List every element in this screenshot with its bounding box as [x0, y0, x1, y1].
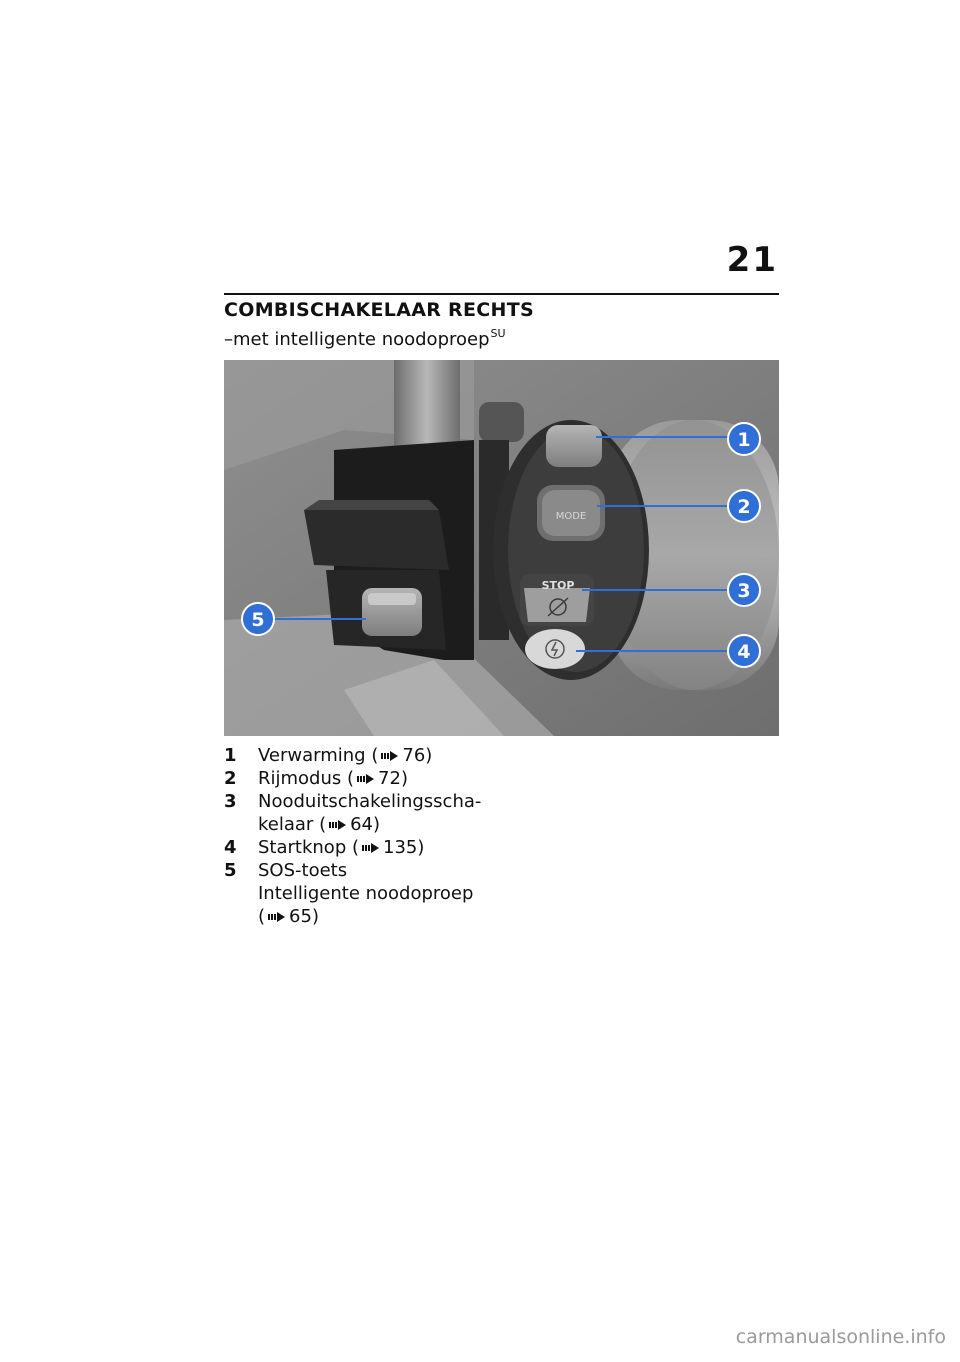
page-reference[interactable]: ( 76): [371, 745, 433, 766]
legend-label: Verwarming: [258, 745, 366, 766]
heading-rule: [224, 293, 779, 295]
callout-5: [242, 603, 274, 635]
callout-3-number: 3: [737, 580, 751, 602]
legend-number: 1: [224, 745, 237, 766]
callout-1-number: 1: [737, 429, 751, 451]
callout-4: [728, 635, 760, 667]
page-reference[interactable]: ( 65): [258, 906, 319, 927]
callout-2-number: 2: [737, 496, 751, 518]
page-number-ref: 65: [289, 906, 312, 927]
subheading-superscript: SU: [490, 327, 506, 340]
legend-list: [224, 744, 524, 928]
legend-item: [224, 790, 524, 836]
page-number-ref: 72: [378, 768, 401, 789]
subheading-text: –met intelligente noodoproep: [224, 329, 490, 350]
arrow-icon: [329, 819, 347, 831]
arrow-icon: [357, 773, 375, 785]
footer-watermark: carmanualsonline.info: [735, 1326, 946, 1348]
legend-number: 2: [224, 768, 237, 789]
legend-number: 5: [224, 860, 237, 881]
page-number-ref: 76: [402, 745, 426, 766]
callout-4-number: 4: [737, 641, 751, 663]
handlebar-switch-illustration: [224, 360, 779, 736]
legend-label-continued: Intelligente noodoproep: [258, 883, 474, 904]
legend-label: Nooduitschakelingsscha-: [258, 791, 482, 812]
page-number: 21: [726, 240, 778, 280]
arrow-icon: [362, 842, 380, 854]
section-heading: COMBISCHAKELAAR RECHTS: [224, 299, 534, 321]
arrow-icon: [381, 750, 399, 762]
section-subheading: [224, 327, 506, 350]
stop-button-label: STOP: [541, 579, 575, 592]
page-number-ref: 135: [383, 837, 418, 858]
legend-label-continued: kelaar: [258, 814, 314, 835]
legend-number: 3: [224, 791, 237, 812]
page-number-ref: 64: [350, 814, 373, 835]
handlebar-switch-photo: [224, 360, 779, 736]
callout-3: [728, 574, 760, 606]
legend-label: SOS-toets: [258, 860, 348, 881]
legend-item: [224, 767, 524, 790]
mode-button-label: MODE: [555, 511, 587, 522]
page-reference[interactable]: ( 64): [319, 814, 381, 835]
legend-item: [224, 836, 524, 859]
legend-label: Rijmodus: [258, 768, 342, 789]
legend-item: [224, 744, 524, 767]
arrow-icon: [268, 911, 286, 923]
callout-5-number: 5: [251, 609, 265, 631]
page-reference[interactable]: ( 135): [351, 837, 425, 858]
page-reference[interactable]: ( 72): [347, 768, 408, 789]
legend-number: 4: [224, 837, 237, 858]
legend-item: [224, 859, 524, 928]
callout-1: [728, 423, 760, 455]
callout-2: [728, 490, 760, 522]
legend-label: Startknop: [258, 837, 347, 858]
